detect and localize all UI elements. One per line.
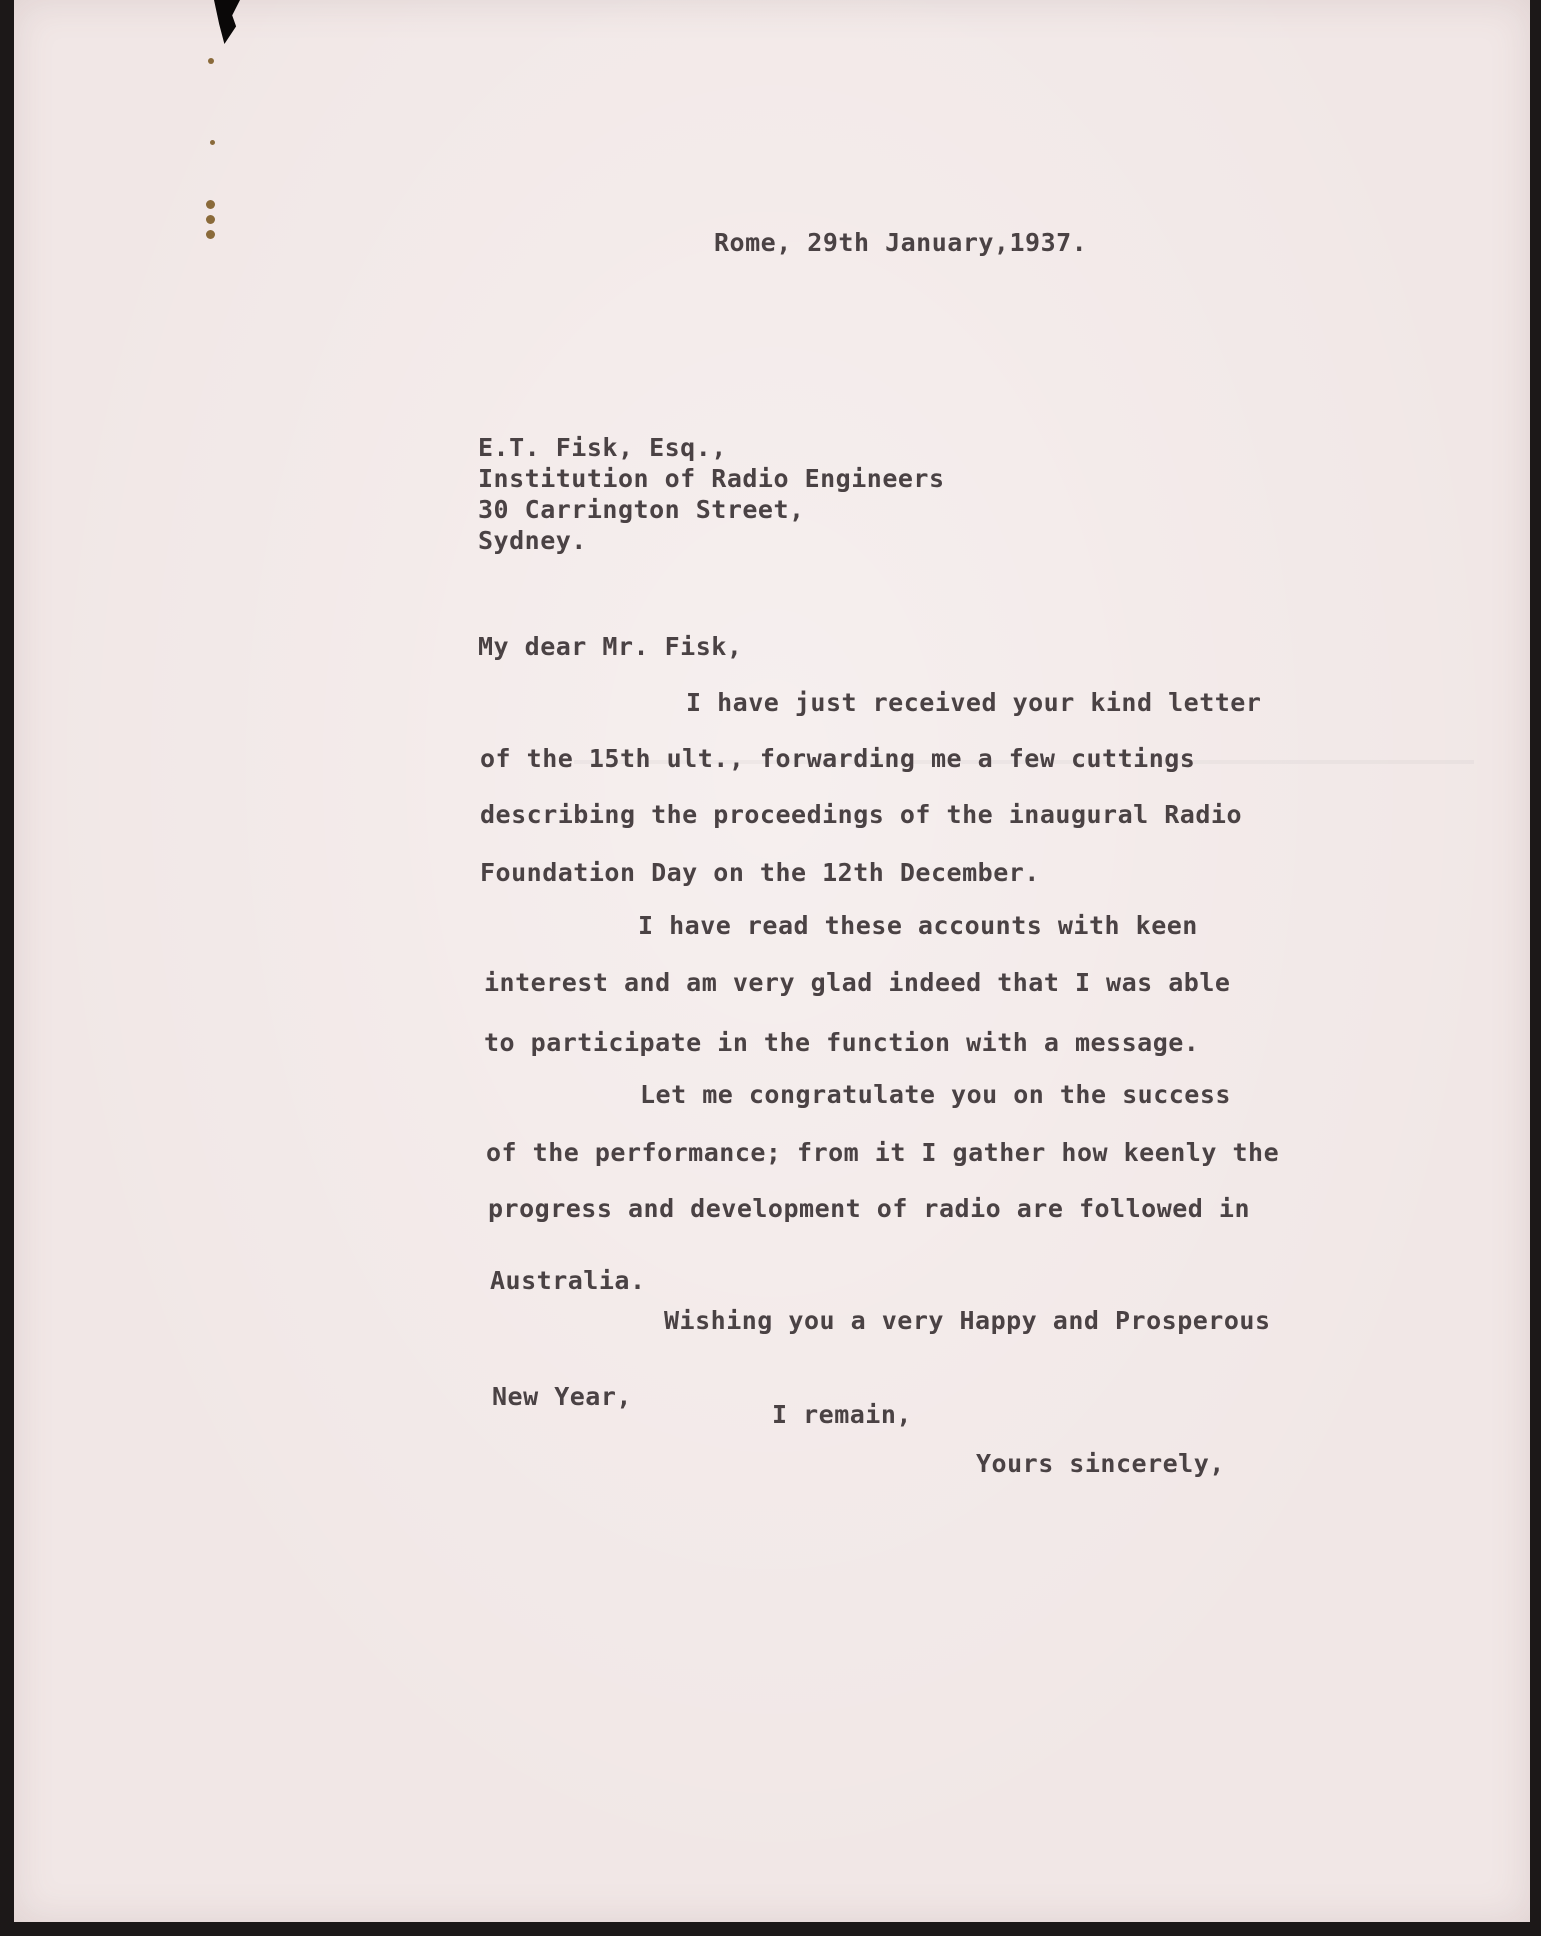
- body-line: Wishing you a very Happy and Prosperous: [664, 1306, 1271, 1335]
- body-line: interest and am very glad indeed that I was able: [484, 968, 1231, 997]
- dateline: Rome, 29th January,1937.: [714, 228, 1088, 257]
- body-line: I have just received your kind letter: [686, 688, 1262, 717]
- body-line: I have read these accounts with keen: [638, 911, 1198, 940]
- recipient-city: Sydney.: [478, 526, 587, 555]
- body-line: Foundation Day on the 12th December.: [480, 858, 1040, 887]
- punch-hole-mark: [206, 230, 215, 239]
- body-line: describing the proceedings of the inaugural Radio: [480, 800, 1243, 829]
- watermark: [574, 760, 1474, 914]
- punch-hole-mark: [208, 58, 214, 64]
- punch-hole-mark: [206, 215, 215, 224]
- body-line: of the 15th ult., forwarding me a few cuttings: [480, 744, 1196, 773]
- body-line: New Year,: [492, 1382, 632, 1411]
- closing-signoff: Yours sincerely,: [976, 1449, 1225, 1478]
- closing-remain: I remain,: [772, 1400, 912, 1429]
- torn-corner: [214, 0, 240, 44]
- body-line: Let me congratulate you on the success: [640, 1080, 1231, 1109]
- body-line: of the performance; from it I gather how keenly the: [486, 1138, 1280, 1167]
- body-line: progress and development of radio are followed in: [488, 1194, 1251, 1223]
- body-line: to participate in the function with a message.: [484, 1028, 1200, 1057]
- recipient-organization: Institution of Radio Engineers: [478, 464, 945, 493]
- punch-hole-mark: [206, 200, 215, 209]
- punch-hole-mark: [210, 140, 215, 145]
- letter-page: [14, 0, 1530, 1922]
- recipient-name: E.T. Fisk, Esq.,: [478, 433, 727, 462]
- recipient-street: 30 Carrington Street,: [478, 495, 805, 524]
- salutation: My dear Mr. Fisk,: [478, 632, 743, 661]
- body-line: Australia.: [490, 1266, 646, 1295]
